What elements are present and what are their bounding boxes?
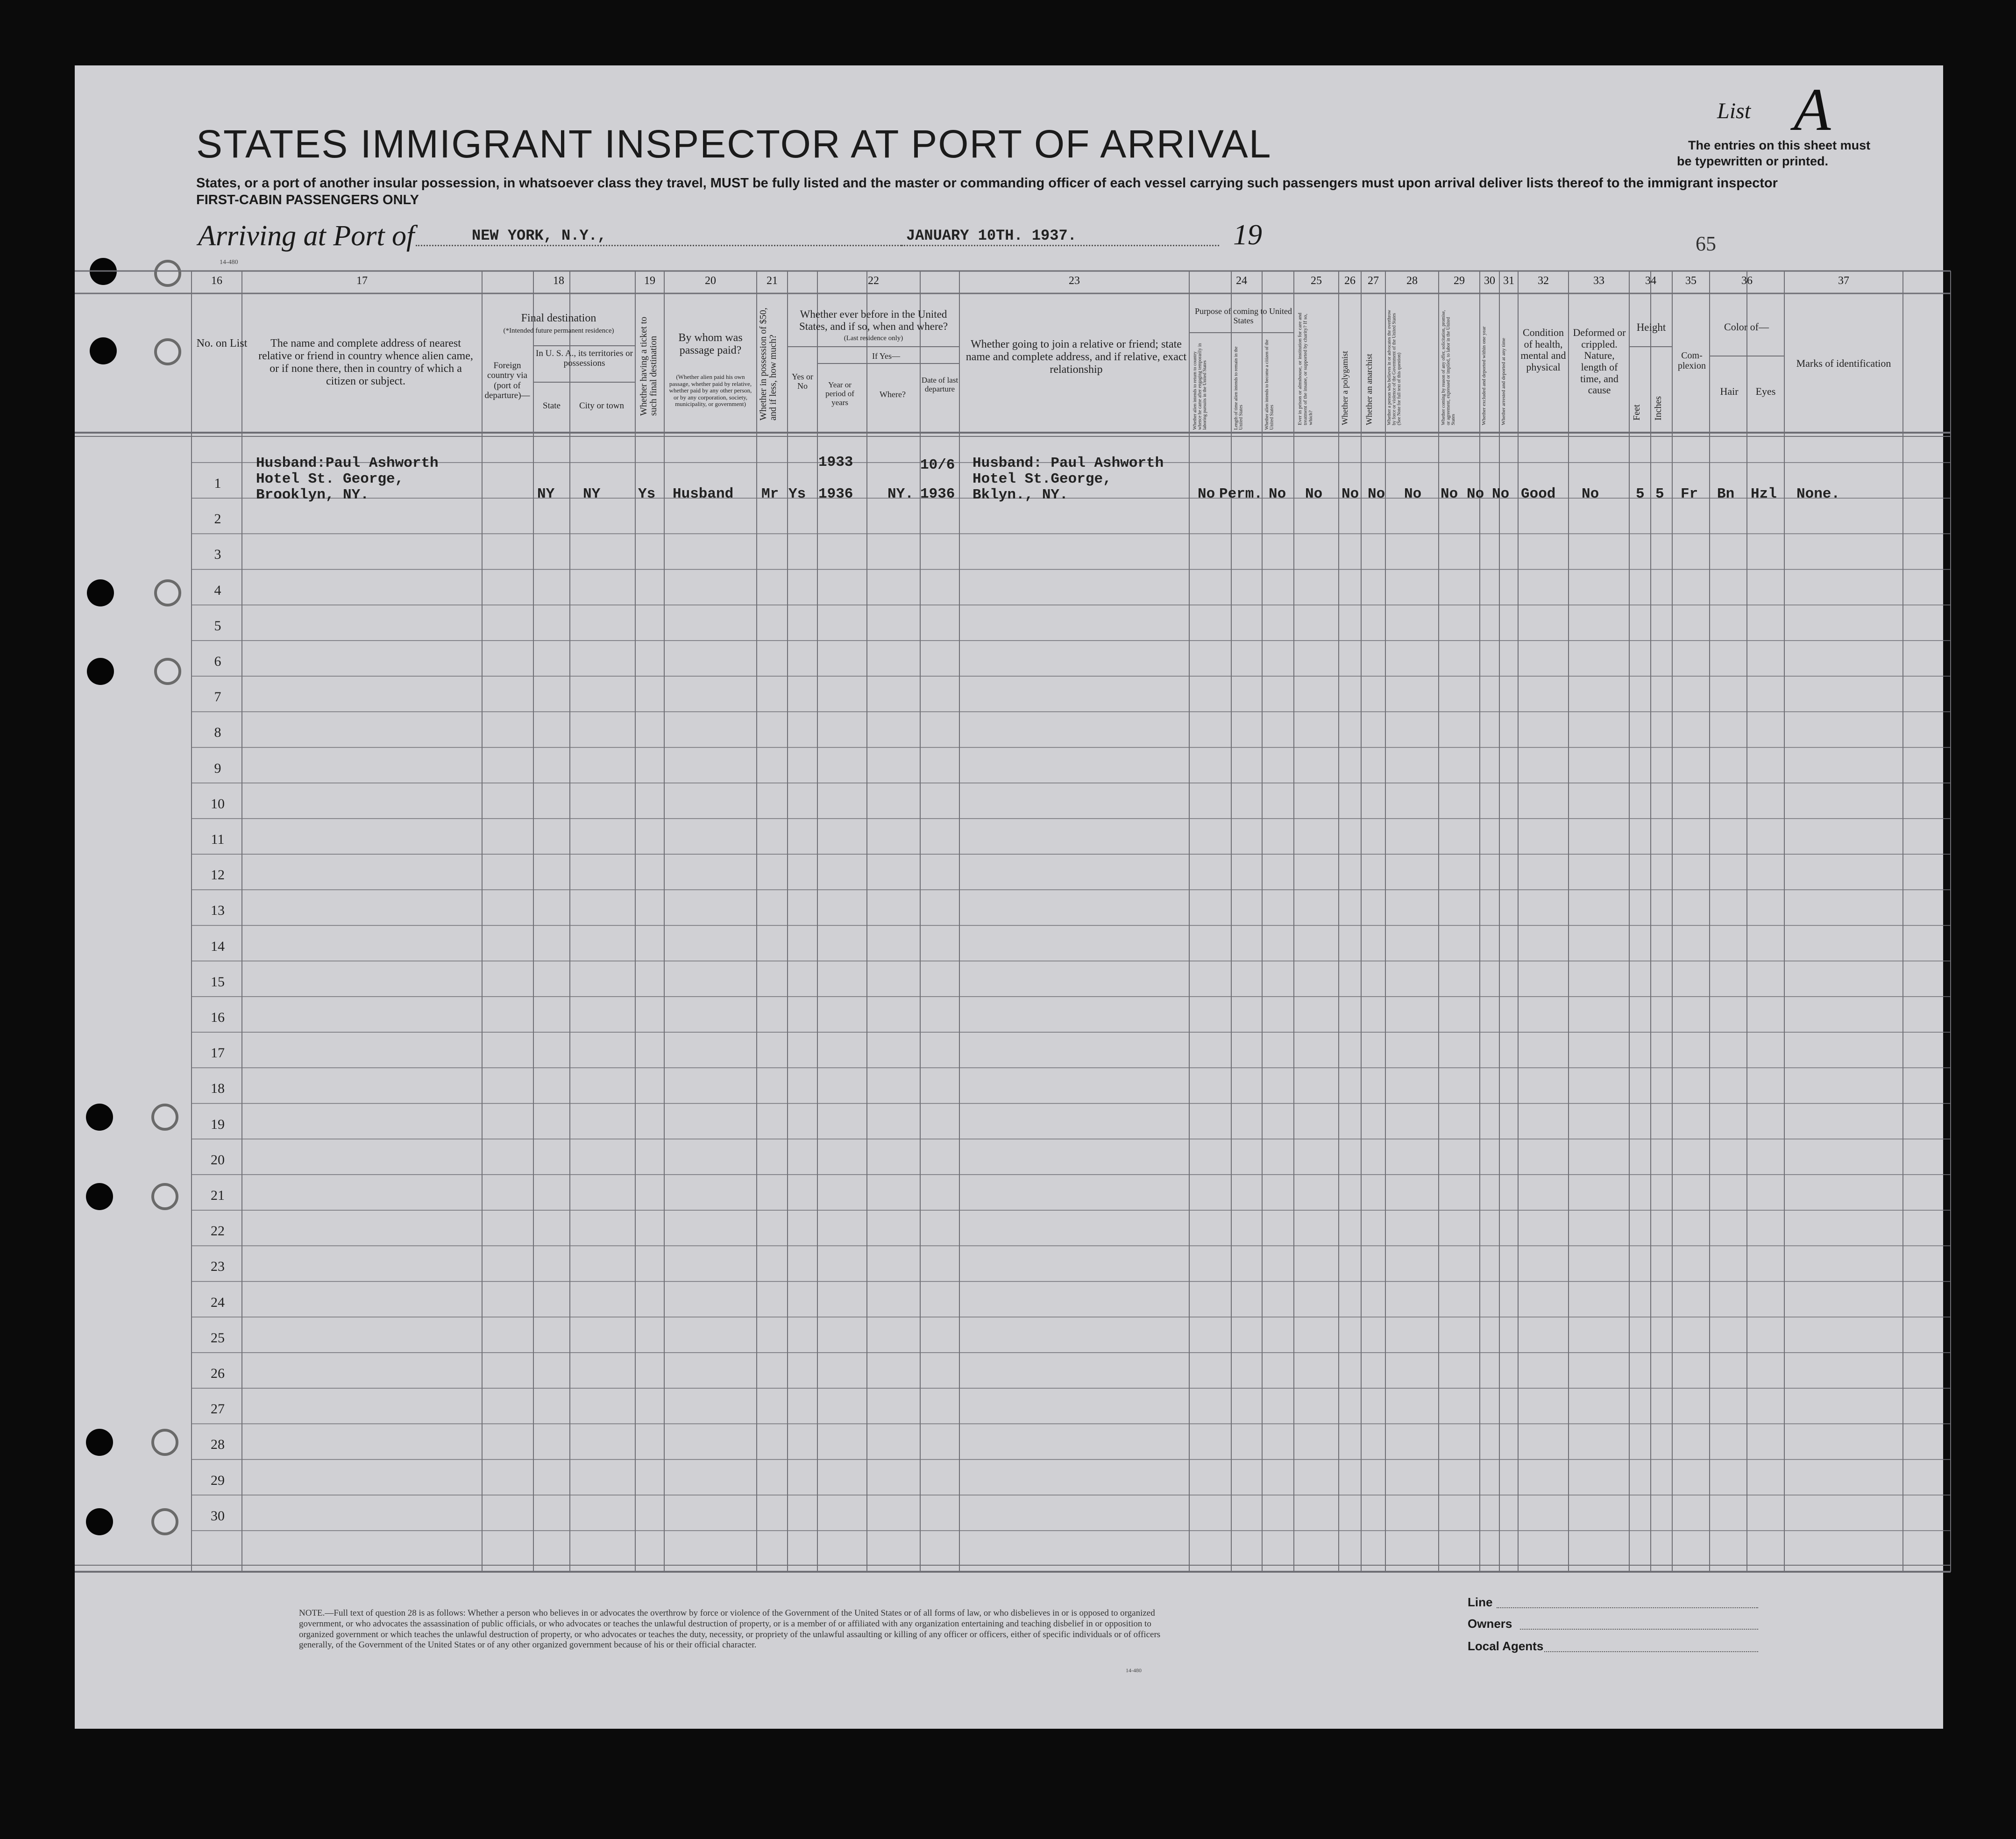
entry-money: Mr [761, 486, 779, 502]
header-return-temp: Whether alien intends to return to country whence he came after engaging temporarily in laboring pursuits in the United States [1193, 343, 1207, 430]
year-prefix: 19 [1233, 219, 1262, 251]
header-overthrow: Whether a person who believes in or advocates the overthrow by force or violence of the Government of the United States (See Note for full text of this question) [1387, 310, 1402, 425]
entry-polygamist: No [1342, 486, 1359, 502]
row-number: 13 [211, 903, 225, 919]
entry-citizen: No [1269, 486, 1286, 502]
header-anarchist: Whether an anarchist [1364, 354, 1374, 425]
entry-return-temp: No [1198, 486, 1215, 502]
header-last-departure: Date of last departure [921, 376, 958, 394]
entry-complexion: Fr [1681, 486, 1698, 502]
instruction-line: States, or a port of another insular possession, in whatsoever class they travel, MUST be fully listed and the master or commanding officer of each vessel carrying such passengers must upon arrival deliver lists thereof to the immigrant inspector [196, 176, 1778, 191]
entry-before-in-us: Ys [788, 486, 806, 502]
header-before-in-us: Whether ever before in the United States, and if so, when and where? [799, 308, 948, 332]
line-field [1497, 1607, 1758, 1608]
header-in-usa: In U. S. A., its territories or possessions [536, 349, 633, 369]
column-number: 34 [1645, 275, 1656, 287]
header-city: City or town [579, 401, 625, 411]
row-number: 27 [211, 1401, 225, 1417]
row-number: 4 [214, 582, 221, 598]
header-final-destination-note: (*Intended future permanent residence) [503, 327, 614, 335]
header-arrested: Whether arrested and deported at any time [1501, 338, 1506, 425]
row-number: 5 [214, 618, 221, 634]
column-number: 21 [767, 275, 778, 287]
row-number: 8 [214, 725, 221, 741]
column-number: 25 [1311, 275, 1322, 287]
page-title: STATES IMMIGRANT INSPECTOR AT PORT OF ARRIVAL [196, 122, 1272, 166]
column-number: 17 [356, 275, 368, 287]
entry-excluded: No [1467, 486, 1484, 502]
row-number: 9 [214, 760, 221, 776]
header-last-residence: (Last residence only) [844, 335, 903, 342]
header-offer-labor: Whether coming by reason of any offer, solicitation, promise, or agreement, expressed or implied, to labor in the United States [1441, 310, 1456, 425]
column-number: 24 [1236, 275, 1247, 287]
row-number: 14 [211, 938, 225, 954]
column-number: 18 [553, 275, 564, 287]
row-number: 21 [211, 1188, 225, 1203]
header-year-period: Year or period of years [825, 380, 854, 407]
row-number: 30 [211, 1508, 225, 1524]
entry-anarchist: No [1368, 486, 1385, 502]
entry-state: NY [537, 486, 555, 502]
row-number: 1 [214, 476, 221, 491]
local-agents-field [1544, 1651, 1758, 1652]
local-agents-label: Local Agents [1468, 1639, 1544, 1653]
header-final-destination: Final destination [521, 312, 596, 324]
line-label: Line [1468, 1595, 1493, 1609]
owners-field [1520, 1629, 1758, 1630]
form-code: 14-480 [1126, 1667, 1142, 1674]
row-number: 2 [214, 511, 221, 527]
header-purpose: Purpose of coming to United States [1195, 306, 1292, 326]
header-if-yes: If Yes— [872, 351, 900, 361]
entry-ticket: Ys [638, 486, 656, 502]
list-value: A [1794, 76, 1831, 143]
header-fifty-dollars: Whether in possession of $50, and if less, how much? [758, 307, 778, 421]
header-no-on-list: No. on List [196, 337, 248, 349]
column-number: 29 [1454, 275, 1465, 287]
entry-hair: Bn [1717, 486, 1735, 502]
header-yes-or-no: Yes or No [792, 372, 813, 391]
header-excluded: Whether excluded and deported within one year [1481, 326, 1487, 425]
header-prison: Ever in prison or almshouse, or institution for care and treatment of the insane, or supported by charity? If so, which? [1297, 313, 1314, 425]
entry-years: 1933 [818, 454, 853, 470]
header-marks: Marks of identification [1796, 357, 1891, 369]
column-number: 31 [1503, 275, 1514, 287]
entry-length-stay: Perm. [1219, 486, 1263, 502]
header-color-of: Color of— [1724, 321, 1769, 333]
row-number: 19 [211, 1116, 225, 1132]
page-number: 65 [1696, 232, 1716, 255]
row-number: 20 [211, 1152, 225, 1168]
header-state: State [543, 401, 561, 411]
entry-feet: 5 [1636, 486, 1645, 502]
header-going-to-join: Whether going to join a relative or friend; state name and complete address, and if relative, exact relationship [965, 338, 1187, 376]
date-value: JANUARY 10TH. 1937. [906, 227, 1077, 244]
entry-years: 1936 [818, 486, 853, 502]
entry-health: Good [1521, 486, 1556, 502]
entry-where: NY. [887, 486, 914, 502]
row-number: 26 [211, 1366, 225, 1381]
column-number: 26 [1344, 275, 1356, 287]
footnote-question-28: NOTE.—Full text of question 28 is as follows: Whether a person who believes in or advocates the overthrow by force or violence of the Government of the United States or of all forms of law, or who disbelieves in or is opposed to organized government, or who advocates the assassination of public officials, or who advocates or teaches the unlawful destruction of property, or is a member of or affiliated with any organization entertaining and teaching disbelief in or opposition to organized government or which teaches the unlawful destruction of property, or who advocates or teaches the duty, necessity, or propriety of the unlawful assaulting or killing of any officer or officers, either of specific individuals or of officers generally, of the Government of the United States or of any other organized government because of his or their official character. [299, 1608, 1161, 1650]
row-number: 16 [211, 1010, 225, 1025]
owners-label: Owners [1468, 1617, 1512, 1631]
row-number: 6 [214, 654, 221, 669]
header-foreign-country: Foreign country via (port of departure)— [484, 361, 530, 400]
header-passage-paid: By whom was passage paid? [678, 332, 743, 356]
row-number: 28 [211, 1437, 225, 1453]
entry-inches: 5 [1655, 486, 1664, 502]
port-value: NEW YORK, N.Y., [472, 227, 607, 244]
entry-passage-paid: Husband [673, 486, 734, 502]
row-number: 25 [211, 1330, 225, 1346]
entry-relative-line: Hotel St. George, [256, 471, 404, 487]
entry-deformed: No [1582, 486, 1599, 502]
column-number: 37 [1838, 275, 1849, 287]
header-feet: Feet [1632, 404, 1642, 421]
entry-last-departure: 1936 [920, 486, 955, 502]
list-note: The entries on this sheet must [1688, 138, 1871, 152]
row-number: 11 [211, 832, 225, 847]
row-number: 29 [211, 1472, 225, 1488]
header-where: Where? [880, 390, 906, 399]
row-number: 22 [211, 1223, 225, 1239]
header-become-citizen: Whether alien intends to become a citizen of the United States [1264, 339, 1275, 430]
header-polygamist: Whether a polygamist [1340, 351, 1349, 425]
row-number: 23 [211, 1259, 225, 1275]
first-cabin-label: FIRST-CABIN PASSENGERS ONLY [196, 192, 419, 207]
entry-overthrow: No [1404, 486, 1422, 502]
header-hair: Hair [1720, 385, 1739, 397]
entry-marks: None. [1796, 486, 1840, 502]
header-passage-paid-note: (Whether alien paid his own passage, whether paid by relative, whether paid by any other person, or by any corporation, society, municipality, or government) [669, 373, 752, 408]
column-number: 27 [1368, 275, 1379, 287]
header-complexion: Com-plexion [1678, 350, 1706, 371]
header-eyes: Eyes [1755, 385, 1776, 397]
column-number: 35 [1685, 275, 1697, 287]
column-number: 32 [1538, 275, 1549, 287]
header-health: Condition of health, mental and physical [1520, 327, 1566, 373]
entry-join-line: Bklyn., NY. [973, 487, 1068, 503]
arriving-label: Arriving at Port of [198, 220, 415, 252]
row-number: 15 [211, 974, 225, 990]
column-number: 20 [705, 275, 716, 287]
entry-offer-labor: No [1441, 486, 1458, 502]
entry-city: NY [583, 486, 601, 502]
header-length-stay: Length of time alien intends to remain in the United States [1234, 346, 1244, 430]
header-inches: Inches [1653, 396, 1663, 421]
entry-arrested: No [1492, 486, 1510, 502]
list-note: be typewritten or printed. [1677, 154, 1829, 168]
header-ticket: Whether having a ticket to such final destination [639, 316, 659, 416]
entry-prison: No [1305, 486, 1323, 502]
row-number: 7 [214, 689, 221, 705]
column-number: 16 [211, 275, 222, 287]
header-nearest-relative: The name and complete address of nearest relative or friend in country whence alien came, or if none there, then in country of which a citizen or subject. [258, 337, 473, 387]
column-number: 28 [1406, 275, 1418, 287]
row-number: 10 [211, 796, 225, 812]
entry-join-line: Hotel St.George, [973, 471, 1112, 487]
list-label: List [1717, 99, 1751, 123]
column-number: 30 [1484, 275, 1495, 287]
entry-join-line: Husband: Paul Ashworth [973, 455, 1164, 471]
column-number: 33 [1593, 275, 1604, 287]
row-number: 18 [211, 1081, 225, 1097]
row-number: 12 [211, 867, 225, 883]
column-number: 36 [1741, 275, 1753, 287]
row-number: 3 [214, 547, 221, 563]
header-height: Height [1636, 321, 1666, 333]
entry-relative-line: Husband:Paul Ashworth [256, 455, 439, 471]
entry-eyes: Hzl [1751, 486, 1777, 502]
row-number: 24 [211, 1294, 225, 1310]
entry-relative-line: Brooklyn, NY. [256, 487, 369, 503]
row-number: 17 [211, 1045, 225, 1061]
form-code: 14-480 [220, 259, 238, 266]
header-deformed: Deformed or crippled. Nature, length of time, and cause [1573, 327, 1626, 396]
entry-last-departure: 10/6 [920, 457, 955, 473]
column-number: 23 [1069, 275, 1080, 287]
column-number: 19 [644, 275, 655, 287]
column-number: 22 [868, 275, 879, 287]
